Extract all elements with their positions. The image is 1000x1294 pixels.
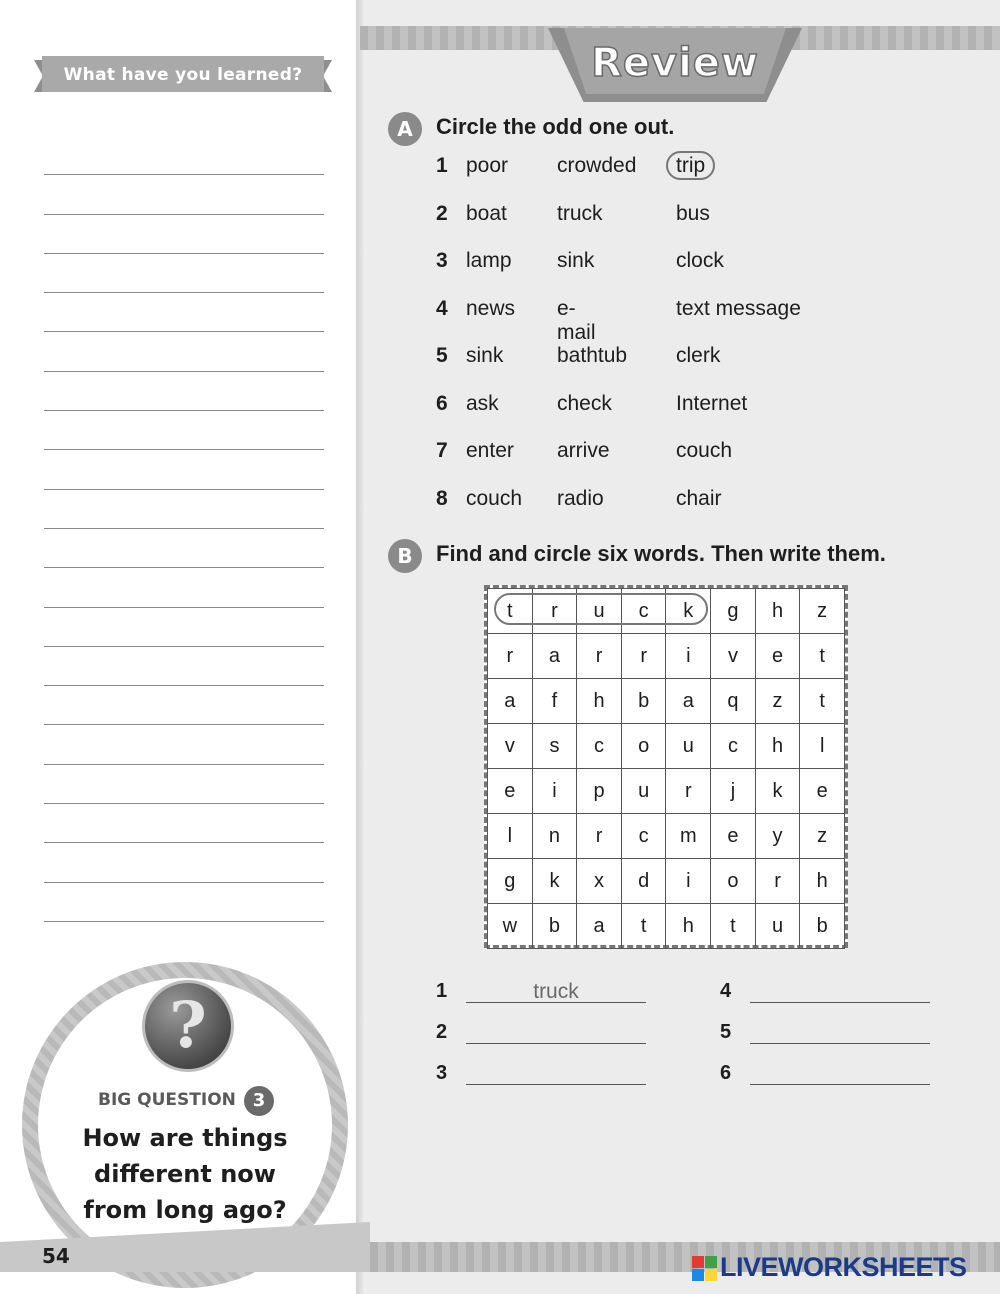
grid-letter[interactable]: a bbox=[488, 679, 533, 724]
answer-number: 4 bbox=[720, 980, 732, 1002]
note-line[interactable] bbox=[44, 293, 324, 332]
review-banner bbox=[548, 28, 802, 102]
grid-letter[interactable]: b bbox=[532, 904, 577, 949]
word-option[interactable]: enter bbox=[466, 439, 514, 462]
row-number: 7 bbox=[436, 439, 448, 462]
word-option[interactable]: couch bbox=[676, 439, 733, 462]
answer-underline bbox=[466, 1084, 646, 1085]
word-option[interactable]: sink bbox=[557, 249, 595, 272]
grid-letter[interactable]: u bbox=[666, 724, 711, 769]
grid-row bbox=[488, 679, 845, 724]
grid-letter[interactable]: r bbox=[577, 814, 622, 859]
grid-letter[interactable]: e bbox=[755, 634, 800, 679]
word-option[interactable]: boat bbox=[466, 201, 507, 225]
big-question-number: 3 bbox=[244, 1086, 274, 1116]
grid-letter[interactable]: u bbox=[577, 589, 622, 634]
note-line[interactable] bbox=[44, 450, 324, 489]
grid-letter[interactable]: a bbox=[666, 679, 711, 724]
grid-letter[interactable]: m bbox=[666, 814, 711, 859]
big-question-text: How are things different now from long ago? bbox=[82, 1124, 288, 1224]
grid-letter[interactable]: g bbox=[488, 859, 533, 904]
answer-value[interactable]: truck bbox=[533, 980, 579, 1003]
note-line[interactable] bbox=[44, 529, 324, 568]
word-option[interactable]: bus bbox=[676, 201, 710, 225]
grid-letter[interactable]: z bbox=[800, 589, 845, 634]
section-b-badge: B bbox=[388, 539, 422, 573]
answer-number: 3 bbox=[436, 1062, 448, 1084]
note-line[interactable] bbox=[44, 411, 324, 450]
row-number: 5 bbox=[436, 344, 448, 367]
word-option[interactable]: lamp bbox=[466, 249, 512, 272]
word-option[interactable]: text message bbox=[676, 296, 801, 320]
note-line[interactable] bbox=[44, 332, 324, 371]
note-line[interactable] bbox=[44, 175, 324, 214]
note-line[interactable] bbox=[44, 804, 324, 843]
grid-letter[interactable]: k bbox=[532, 859, 577, 904]
row-number: 6 bbox=[436, 391, 448, 415]
grid-letter[interactable]: l bbox=[488, 814, 533, 859]
grid-letter[interactable]: y bbox=[755, 814, 800, 859]
word-option[interactable]: chair bbox=[676, 486, 722, 510]
grid-letter[interactable]: b bbox=[621, 679, 666, 724]
grid-letter[interactable]: r bbox=[532, 589, 577, 634]
word-option[interactable]: trip bbox=[676, 154, 715, 178]
word-option[interactable]: bathtub bbox=[557, 344, 628, 367]
grid-letter[interactable]: c bbox=[577, 724, 622, 769]
page-title: Review bbox=[591, 40, 759, 86]
word-option[interactable]: e-mail bbox=[557, 296, 596, 344]
logo-text: LIVEWORKSHEETS bbox=[720, 1252, 967, 1282]
grid-letter[interactable]: u bbox=[755, 904, 800, 949]
note-line[interactable] bbox=[44, 215, 324, 254]
grid-letter[interactable]: x bbox=[577, 859, 622, 904]
grid-letter[interactable]: g bbox=[711, 589, 756, 634]
word-option[interactable]: ask bbox=[466, 391, 499, 415]
grid-letter[interactable]: v bbox=[711, 634, 756, 679]
grid-row bbox=[488, 904, 845, 949]
grid-letter[interactable]: r bbox=[621, 634, 666, 679]
word-option[interactable]: news bbox=[466, 296, 516, 320]
learned-banner bbox=[34, 56, 332, 96]
grid-letter[interactable]: a bbox=[532, 634, 577, 679]
grid-letter[interactable]: r bbox=[666, 769, 711, 814]
grid-letter[interactable]: t bbox=[800, 679, 845, 724]
grid-letter[interactable]: i bbox=[666, 634, 711, 679]
answer-number: 1 bbox=[436, 980, 448, 1002]
grid-letter[interactable]: v bbox=[488, 724, 533, 769]
grid-letter[interactable]: o bbox=[621, 724, 666, 769]
grid-row bbox=[488, 859, 845, 904]
grid-letter[interactable]: r bbox=[488, 634, 533, 679]
note-line[interactable] bbox=[44, 136, 324, 175]
word-option[interactable]: radio bbox=[557, 486, 604, 510]
grid-letter[interactable]: r bbox=[755, 859, 800, 904]
grid-letter[interactable]: e bbox=[800, 769, 845, 814]
grid-row bbox=[488, 814, 845, 859]
grid-letter[interactable]: p bbox=[577, 769, 622, 814]
word-option[interactable]: truck bbox=[557, 201, 603, 225]
grid-letter[interactable]: k bbox=[666, 589, 711, 634]
word-option[interactable]: sink bbox=[466, 344, 504, 367]
word-option[interactable]: arrive bbox=[557, 439, 610, 462]
word-option[interactable]: check bbox=[557, 391, 612, 415]
grid-letter[interactable]: c bbox=[711, 724, 756, 769]
note-line[interactable] bbox=[44, 686, 324, 725]
word-option[interactable]: clock bbox=[676, 249, 724, 272]
grid-letter[interactable]: u bbox=[621, 769, 666, 814]
word-search-grid[interactable] bbox=[484, 585, 848, 948]
grid-letter[interactable]: q bbox=[711, 679, 756, 724]
answer-underline bbox=[750, 1084, 930, 1085]
word-option[interactable]: Internet bbox=[676, 391, 748, 415]
answer-underline bbox=[466, 1043, 646, 1044]
grid-letter[interactable]: i bbox=[532, 769, 577, 814]
grid-letter[interactable]: r bbox=[577, 634, 622, 679]
note-line[interactable] bbox=[44, 372, 324, 411]
grid-circled-word bbox=[494, 593, 708, 625]
answer-number: 5 bbox=[720, 1021, 732, 1043]
grid-letter[interactable]: z bbox=[800, 814, 845, 859]
section-a-instruction: Circle the odd one out. bbox=[436, 114, 675, 139]
grid-letter[interactable]: t bbox=[488, 589, 533, 634]
row-number: 8 bbox=[436, 486, 448, 510]
grid-letter[interactable]: t bbox=[621, 904, 666, 949]
word-option[interactable]: clerk bbox=[676, 344, 721, 367]
grid-letter[interactable]: c bbox=[621, 589, 666, 634]
answer-underline bbox=[750, 1002, 930, 1003]
grid-letter[interactable]: l bbox=[800, 724, 845, 769]
grid-letter[interactable]: w bbox=[488, 904, 533, 949]
liveworksheets-logo-icon bbox=[692, 1256, 718, 1282]
note-line[interactable] bbox=[44, 608, 324, 647]
grid-letter[interactable]: s bbox=[532, 724, 577, 769]
left-panel-edge bbox=[356, 0, 366, 1294]
grid-letter[interactable]: j bbox=[711, 769, 756, 814]
grid-letter[interactable]: i bbox=[666, 859, 711, 904]
grid-letter[interactable]: t bbox=[711, 904, 756, 949]
question-mark-icon: ? bbox=[142, 980, 234, 1072]
grid-row bbox=[488, 769, 845, 814]
section-a-badge: A bbox=[388, 112, 422, 146]
row-number: 1 bbox=[436, 154, 448, 177]
grid-letter[interactable]: z bbox=[755, 679, 800, 724]
note-line[interactable] bbox=[44, 490, 324, 529]
word-option[interactable]: poor bbox=[466, 154, 509, 177]
grid-letter[interactable]: h bbox=[666, 904, 711, 949]
row-number: 2 bbox=[436, 201, 448, 225]
section-b-instruction: Find and circle six words. Then write them. bbox=[436, 541, 886, 566]
note-line[interactable] bbox=[44, 254, 324, 293]
grid-letter[interactable]: t bbox=[800, 634, 845, 679]
row-number: 4 bbox=[436, 296, 448, 320]
note-line[interactable] bbox=[44, 568, 324, 607]
grid-letter[interactable]: f bbox=[532, 679, 577, 724]
page-number: 54 bbox=[42, 1244, 70, 1268]
note-line[interactable] bbox=[44, 647, 324, 686]
grid-letter[interactable]: c bbox=[621, 814, 666, 859]
notes-lines bbox=[44, 136, 324, 922]
note-line[interactable] bbox=[44, 765, 324, 804]
note-line[interactable] bbox=[44, 725, 324, 764]
learned-heading: What have you learned? bbox=[63, 65, 303, 85]
grid-letter[interactable]: h bbox=[755, 589, 800, 634]
answer-number: 6 bbox=[720, 1062, 732, 1084]
word-option[interactable]: crowded bbox=[557, 154, 637, 177]
note-line[interactable] bbox=[44, 883, 324, 922]
grid-letter[interactable]: h bbox=[755, 724, 800, 769]
grid-letter[interactable]: d bbox=[621, 859, 666, 904]
grid-row bbox=[488, 634, 845, 679]
word-option[interactable]: couch bbox=[466, 486, 523, 510]
answer-number: 2 bbox=[436, 1021, 448, 1043]
grid-letter[interactable]: e bbox=[711, 814, 756, 859]
answer-underline bbox=[750, 1043, 930, 1044]
row-number: 3 bbox=[436, 249, 448, 272]
grid-row bbox=[488, 724, 845, 769]
grid-letter[interactable]: h bbox=[800, 859, 845, 904]
grid-letter[interactable]: h bbox=[577, 679, 622, 724]
grid-letter[interactable]: n bbox=[532, 814, 577, 859]
grid-letter[interactable]: e bbox=[488, 769, 533, 814]
grid-letter[interactable]: a bbox=[577, 904, 622, 949]
grid-letter[interactable]: k bbox=[755, 769, 800, 814]
grid-letter[interactable]: b bbox=[800, 904, 845, 949]
big-question-label: BIG QUESTION bbox=[98, 1090, 236, 1110]
grid-letter[interactable]: o bbox=[711, 859, 756, 904]
note-line[interactable] bbox=[44, 843, 324, 882]
